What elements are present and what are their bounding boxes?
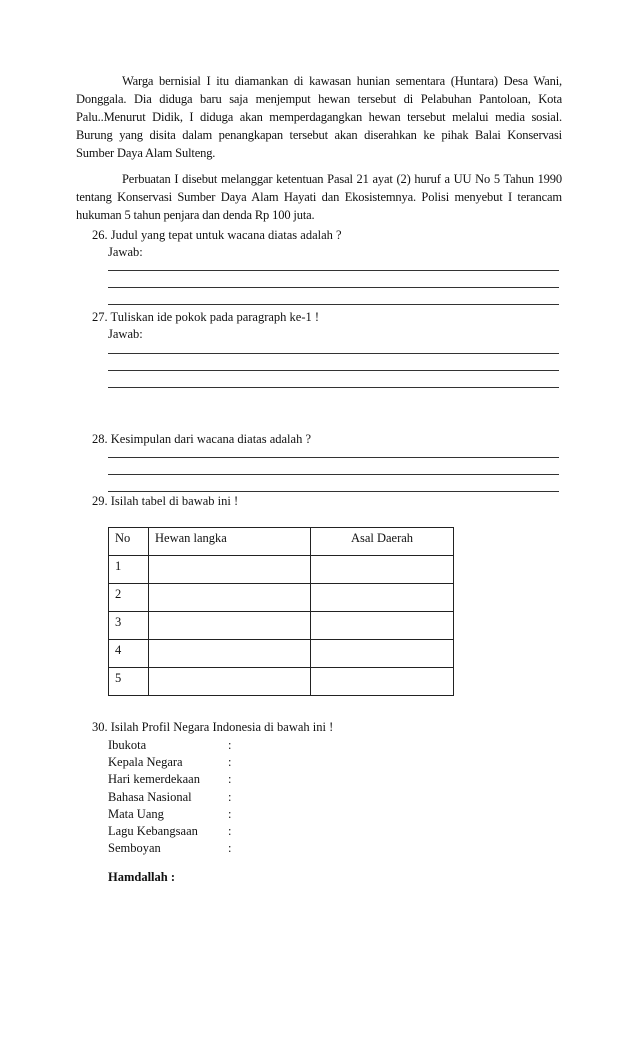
paragraph-2	[76, 170, 562, 224]
animal-table	[108, 527, 454, 696]
table-row	[109, 640, 454, 668]
profile-label: Mata Uang	[108, 806, 164, 821]
table-header-asal: Asal Daerah	[311, 528, 454, 556]
list-item	[108, 822, 238, 839]
question-26-answer-line-3[interactable]	[108, 304, 559, 305]
table-cell-no: 3	[109, 612, 149, 640]
question-29: 29. Isilah tabel di bawab ini !	[92, 494, 239, 508]
closing-text: Hamdallah :	[108, 870, 176, 884]
table-header-hewan: Hewan langka	[149, 528, 311, 556]
table-cell-asal[interactable]	[311, 668, 454, 696]
profile-colon: :	[228, 772, 232, 787]
profile-colon: :	[228, 806, 232, 821]
table-cell-asal[interactable]	[311, 612, 454, 640]
table-header-row	[109, 528, 454, 556]
table-cell-no: 1	[109, 556, 149, 584]
profile-label: Bahasa Nasional	[108, 789, 192, 804]
table-cell-hewan[interactable]	[149, 556, 311, 584]
question-26: 26. Judul yang tepat untuk wacana diatas adalah ?	[92, 228, 342, 242]
table-row	[109, 556, 454, 584]
table-cell-no: 4	[109, 640, 149, 668]
paragraph-1-text: Warga bernisial I itu diamankan di kawasan hunian sementara (Huntara) Desa Wani, Donggala. Dia diduga baru saja menjemput hewan tersebut di Pelabuhan Pantoloan, Kota Palu..Menurut Didik, I diduga akan memperdagangkan hewan tersebut melalui media sosial. Burung yang disita dalam penangkapan tersebut akan diserahkan ke pihak Balai Konservasi Sumber Daya Alam Sulteng.	[76, 74, 562, 160]
profile-colon: :	[228, 738, 232, 752]
table-cell-hewan[interactable]	[149, 584, 311, 612]
question-28-answer-line-2[interactable]	[108, 474, 559, 475]
list-item	[108, 753, 238, 770]
table-cell-hewan[interactable]	[149, 640, 311, 668]
profile-colon: :	[228, 755, 232, 770]
table-cell-no: 5	[109, 668, 149, 696]
question-27-answer-label: Jawab:	[108, 327, 143, 341]
table-cell-hewan[interactable]	[149, 612, 311, 640]
profile-label: Hari kemerdekaan	[108, 772, 200, 787]
question-30: 30. Isilah Profil Negara Indonesia di bawah ini !	[92, 720, 334, 734]
table-cell-asal[interactable]	[311, 556, 454, 584]
list-item	[108, 839, 238, 856]
list-item	[108, 736, 238, 753]
list-item	[108, 770, 238, 787]
question-26-answer-line-1[interactable]	[108, 270, 559, 271]
profile-colon: :	[228, 841, 232, 856]
table-cell-asal[interactable]	[311, 640, 454, 668]
question-27-answer-line-1[interactable]	[108, 353, 559, 354]
question-27-answer-line-3[interactable]	[108, 387, 559, 388]
question-27: 27. Tuliskan ide pokok pada paragraph ke-1 !	[92, 310, 320, 324]
question-27-answer-line-2[interactable]	[108, 370, 559, 371]
table-row	[109, 668, 454, 696]
table-cell-no: 2	[109, 584, 149, 612]
list-item	[108, 788, 238, 805]
table-cell-hewan[interactable]	[149, 668, 311, 696]
question-26-answer-label: Jawab:	[108, 245, 143, 259]
paragraph-1	[76, 72, 562, 162]
profile-label: Semboyan	[108, 841, 161, 856]
profile-label: Lagu Kebangsaan	[108, 823, 198, 838]
profile-label: Kepala Negara	[108, 755, 183, 770]
question-26-answer-line-2[interactable]	[108, 287, 559, 288]
question-28: 28. Kesimpulan dari wacana diatas adalah ?	[92, 432, 312, 446]
table-cell-asal[interactable]	[311, 584, 454, 612]
question-28-answer-line-1[interactable]	[108, 457, 559, 458]
profile-colon: :	[228, 823, 232, 838]
table-row	[109, 612, 454, 640]
paragraph-2-text: Perbuatan I disebut melanggar ketentuan Pasal 21 ayat (2) huruf a UU No 5 Tahun 1990 tentang Konservasi Sumber Daya Alam Hayati dan Ekosistemnya. Polisi menyebut I terancam hukuman 5 tahun penjara dan denda Rp 100 juta.	[76, 172, 562, 222]
country-profile-list	[108, 736, 238, 856]
profile-colon: :	[228, 789, 232, 804]
profile-label: Ibukota	[108, 738, 147, 752]
table-row	[109, 584, 454, 612]
list-item	[108, 805, 238, 822]
table-header-no: No	[109, 528, 149, 556]
